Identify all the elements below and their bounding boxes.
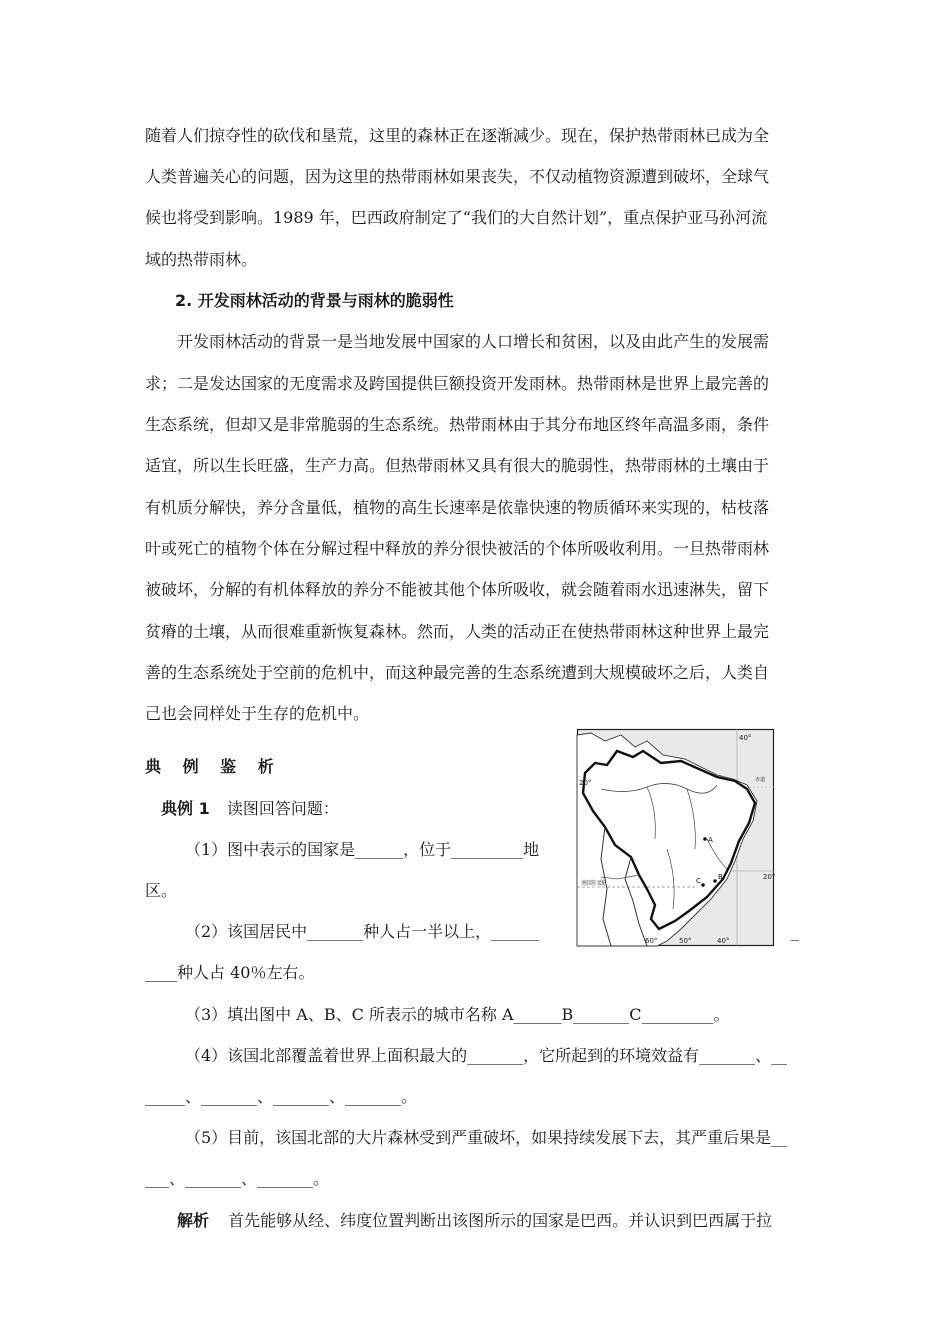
question-1: （1）图中表示的国家是______，位于_________地 bbox=[185, 840, 540, 859]
paragraph-line: 适宜，所以生长旺盛，生产力高。但热带雨林又具有很大的脆弱性，热带雨林的土壤由于 bbox=[145, 456, 770, 475]
question-5: （5）目前，该国北部的大片森林受到严重破坏，如果持续发展下去，其严重后果是__ bbox=[185, 1128, 788, 1147]
map-label: 南回归线 bbox=[581, 880, 606, 887]
example-header bbox=[161, 798, 339, 820]
analysis-text: 首先能够从经、纬度位置判断出该图所示的国家是巴西。并认识到巴西属于拉 bbox=[228, 1211, 773, 1230]
map-label: 20° bbox=[763, 873, 776, 881]
section-heading: 2. 开发雨林活动的背景与雨林的脆弱性 bbox=[175, 291, 454, 310]
paragraph-line: 叶或死亡的植物个体在分解过程中释放的养分很快被活的个体所吸收利用。一旦热带雨林 bbox=[145, 539, 770, 558]
map-label: B bbox=[718, 873, 723, 881]
paragraph-line: 域的热带雨林。 bbox=[145, 250, 258, 269]
map-label: C bbox=[696, 877, 701, 885]
analysis bbox=[177, 1210, 772, 1232]
paragraph-line: 有机质分解快，养分含量低，植物的高生长速率是依靠快速的物质循环来实现的，枯枝落 bbox=[145, 498, 770, 517]
paragraph-line: 随着人们掠夺性的砍伐和垦荒，这里的森林正在逐渐减少。现在，保护热带雨林已成为全 bbox=[145, 126, 770, 145]
map-label: 赤道 bbox=[755, 777, 766, 783]
analysis-label: 解析 bbox=[177, 1211, 210, 1230]
question-4: （4）该国北部覆盖着世界上面积最大的_______，它所起到的环境效益有_______、__ bbox=[185, 1046, 788, 1065]
paragraph-line: 开发雨林活动的背景一是当地发展中国家的人口增长和贫困，以及由此产生的发展需 bbox=[177, 332, 770, 351]
question-2-cont: ____种人占 40％左右。 bbox=[145, 963, 315, 982]
paragraph-line: 候也将受到影响。1989 年，巴西政府制定了“我们的大自然计划”，重点保护亚马孙河流 bbox=[145, 208, 768, 227]
example-label: 典例 1 bbox=[161, 799, 210, 818]
paragraph-line: 善的生态系统处于空前的危机中，而这种最完善的生态系统遭到大规模破坏之后，人类自 bbox=[145, 663, 770, 682]
question-4-cont: _____、_______、_______、_______。 bbox=[145, 1087, 418, 1106]
paragraph-line: 贫瘠的土壤，从而很难重新恢复森林。然而，人类的活动正在使热带雨林这种世界上最完 bbox=[145, 622, 770, 641]
question-3: （3）填出图中 A、B、C 所表示的城市名称 A______B_______C_________。 bbox=[185, 1005, 730, 1024]
map-label: A bbox=[708, 836, 713, 844]
map-label: 40° bbox=[739, 734, 752, 742]
example-prompt: 读图回答问题： bbox=[226, 799, 339, 818]
map-label: 60° bbox=[645, 937, 658, 945]
example-section-title: 典 例 鉴 析 bbox=[145, 757, 282, 776]
question-2-tail: _ bbox=[791, 922, 799, 941]
paragraph-line: 人类普遍关心的问题，因为这里的热带雨林如果丧失，不仅动植物资源遭到破坏，全球气 bbox=[145, 167, 770, 186]
map-label: 20° bbox=[579, 779, 592, 787]
map-label: 50° bbox=[679, 937, 692, 945]
brazil-map bbox=[577, 729, 774, 946]
paragraph-line: 己也会同样处于生存的危机中。 bbox=[145, 704, 370, 723]
question-1-cont: 区。 bbox=[145, 881, 178, 900]
paragraph-line: 被破坏，分解的有机体释放的养分不能被其他个体所吸收，就会随着雨水迅速淋失，留下 bbox=[145, 580, 770, 599]
paragraph-line: 求；二是发达国家的无度需求及跨国提供巨额投资开发雨林。热带雨林是世界上最完善的 bbox=[145, 374, 770, 393]
question-5-cont: ___、_______、_______。 bbox=[145, 1169, 330, 1188]
question-2: （2）该国居民中_______种人占一半以上，______ bbox=[185, 922, 540, 941]
map-label: 40° bbox=[717, 937, 730, 945]
paragraph-line: 生态系统，但却又是非常脆弱的生态系统。热带雨林由于其分布地区终年高温多雨，条件 bbox=[145, 415, 770, 434]
